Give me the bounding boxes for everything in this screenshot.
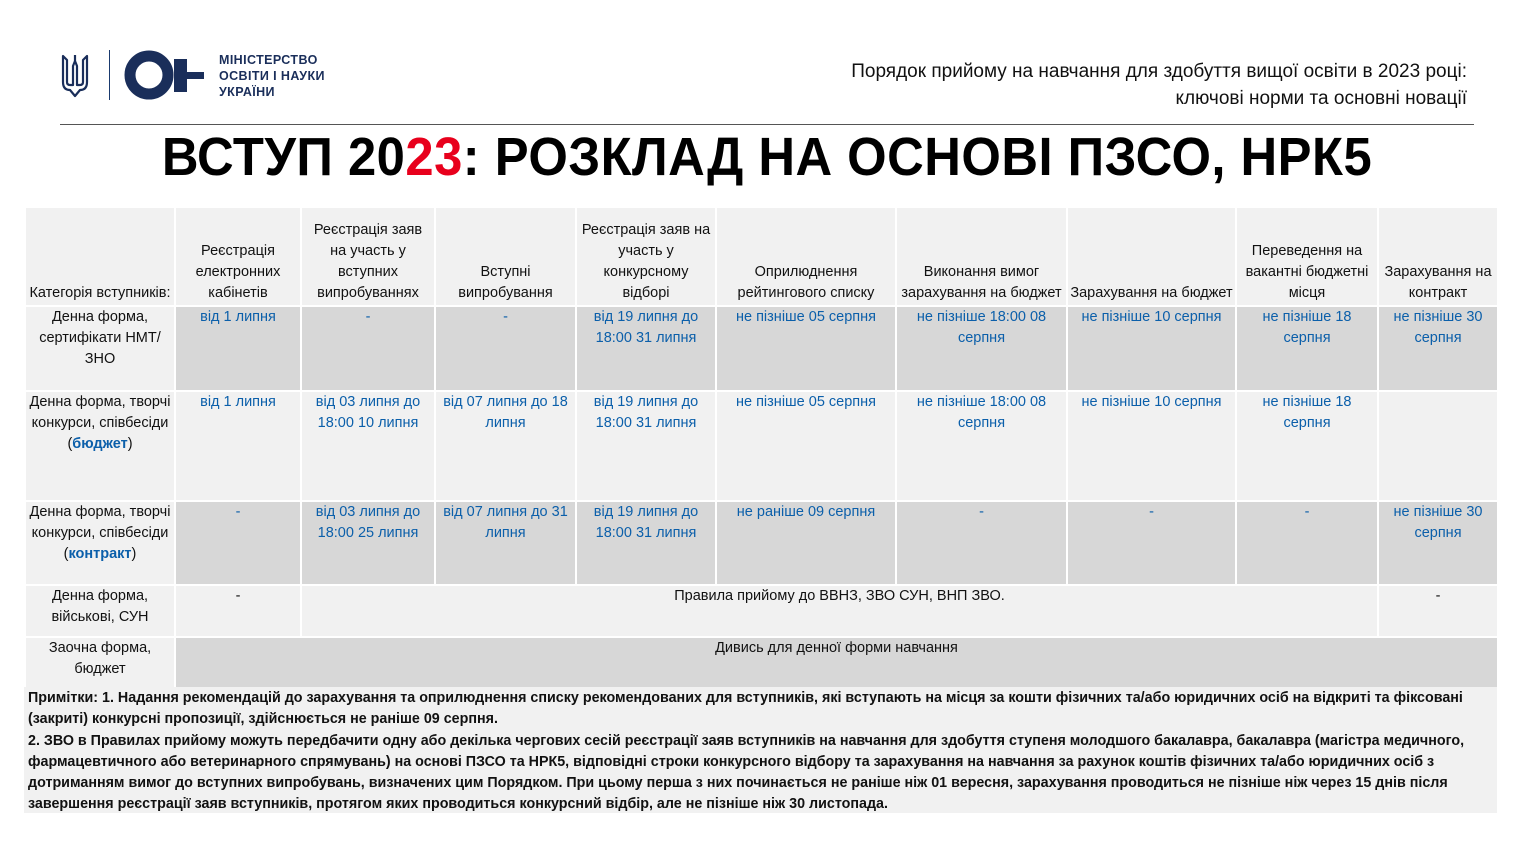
table-cell: [1378, 391, 1498, 501]
caption-line-2: ключові норми та основні новації: [1175, 88, 1467, 109]
table-cell: -: [896, 501, 1067, 585]
ministry-name: [219, 52, 325, 100]
table-cell: не пізніше 30 серпня: [1378, 306, 1498, 391]
row-category: [25, 501, 175, 585]
table-cell: від 19 липня до 18:00 31 липня: [576, 306, 716, 391]
merged-rules-cell: Правила прийому до ВВНЗ, ЗВО СУН, ВНП ЗВО.: [301, 585, 1378, 637]
category-contract-link: контракт: [68, 546, 132, 562]
header-vacant-transfer: Переведення на вакантні бюджетні місця: [1236, 207, 1378, 306]
category-budget-link: бюджет: [72, 436, 128, 452]
table-cell: не пізніше 18:00 08 серпня: [896, 306, 1067, 391]
table-cell: від 03 липня до 18:00 25 липня: [301, 501, 435, 585]
category-text: ): [131, 546, 137, 562]
table-row: [25, 585, 1498, 637]
table-cell: від 03 липня до 18:00 10 липня: [301, 391, 435, 501]
header-ranking-publication: Оприлюднення рейтингового списку: [716, 207, 896, 306]
category-text: Денна форма, творчі конкурси, співбесіди (: [29, 504, 171, 562]
row-category: Денна форма, сертифікати НМТ/ЗНО: [25, 306, 175, 391]
table-cell: не раніше 09 серпня: [716, 501, 896, 585]
ministry-name-line: УКРАЇНИ: [219, 85, 275, 99]
table-cell: -: [1236, 501, 1378, 585]
header-category: Категорія вступників:: [25, 207, 175, 306]
row-category: [25, 391, 175, 501]
header-contract-enrollment: Зарахування на контракт: [1378, 207, 1498, 306]
header-divider: [60, 124, 1474, 125]
table-row: [25, 306, 1498, 391]
table-row: [25, 501, 1498, 585]
table-cell: -: [1378, 585, 1498, 637]
admission-schedule-table: [24, 206, 1499, 690]
header-entrance-exams: Вступні випробування: [435, 207, 576, 306]
document-caption: [747, 58, 1467, 112]
logo-separator: [109, 50, 110, 100]
ministry-name-line: МІНІСТЕРСТВО: [219, 53, 318, 67]
table-cell: -: [175, 585, 301, 637]
table-cell: -: [301, 306, 435, 391]
table-cell: не пізніше 18 серпня: [1236, 391, 1378, 501]
merged-see-day-form-cell: Дивись для денної форми навчання: [175, 637, 1498, 689]
table-cell: не пізніше 05 серпня: [716, 306, 896, 391]
table-cell: від 19 липня до 18:00 31 липня: [576, 501, 716, 585]
trident-emblem-icon: [60, 52, 90, 98]
table-cell: від 1 липня: [175, 391, 301, 501]
table-cell: не пізніше 10 серпня: [1067, 306, 1236, 391]
table-row: [25, 391, 1498, 501]
table-cell: від 07 липня до 31 липня: [435, 501, 576, 585]
table-header-row: [25, 207, 1498, 306]
row-category: Денна форма, військові, СУН: [25, 585, 175, 637]
row-category: Заочна форма, бюджет: [25, 637, 175, 689]
notes-block: [24, 687, 1497, 813]
category-text: ): [127, 436, 133, 452]
title-part-1: ВСТУП 20: [161, 127, 406, 187]
page-title: [46, 126, 1488, 188]
header-exam-application: Реєстрація заяв на участь у вступних випробуваннях: [301, 207, 435, 306]
title-part-3: : РОЗКЛАД НА ОСНОВІ ПЗСО, НРК5: [462, 127, 1373, 187]
header-budget-enrollment: Зарахування на бюджет: [1067, 207, 1236, 306]
category-text: Денна форма, творчі конкурси, співбесіди (: [29, 394, 171, 452]
table-cell: не пізніше 18:00 08 серпня: [896, 391, 1067, 501]
table-cell: -: [175, 501, 301, 585]
table-cell: -: [435, 306, 576, 391]
table-cell: не пізніше 10 серпня: [1067, 391, 1236, 501]
header-competition-application: Реєстрація заяв на участь у конкурсному відборі: [576, 207, 716, 306]
header-budget-requirements: Виконання вимог зарахування на бюджет: [896, 207, 1067, 306]
table-cell: -: [1067, 501, 1236, 585]
table-cell: не пізніше 30 серпня: [1378, 501, 1498, 585]
table-cell: не пізніше 18 серпня: [1236, 306, 1378, 391]
title-year-accent: 23: [405, 127, 463, 187]
table-cell: від 19 липня до 18:00 31 липня: [576, 391, 716, 501]
header-cabinet-registration: Реєстрація електронних кабінетів: [175, 207, 301, 306]
ministry-name-line: ОСВІТИ І НАУКИ: [219, 69, 325, 83]
table-row: [25, 637, 1498, 689]
ministry-logo-icon: [124, 50, 208, 100]
caption-line-1: Порядок прийому на навчання для здобуття вищої освіти в 2023 році:: [851, 61, 1467, 82]
table-cell: від 07 липня до 18 липня: [435, 391, 576, 501]
table-cell: не пізніше 05 серпня: [716, 391, 896, 501]
table-cell: від 1 липня: [175, 306, 301, 391]
notes-text: Примітки: 1. Надання рекомендацій до зарахування та оприлюднення списку рекомендованих для вступників, які вступають на місця за кошти фізичних та/або юридичних осіб на відкриті та фіксовані (закриті) конкурсні пропозиції, здійснюється не раніше 09 серпня. 2. ЗВО в Правилах прийому можуть передбачити одну або декілька чергових сесій реєстрації заяв вступників на навчання для здобуття ступеня молодшого бакалавра, бакалавра (магістра медичного, фармацевтичного або ветеринарного спрямувань) на основі ПЗСО та НРК5, відповідні строки конкурсного відбору та зарахування на навчання за рахунок коштів фізичних та/або юридичних осіб з дотриманням вимог до вступних випробувань, визначених цим Порядком. При цьому перша з них починається не раніше ніж 01 вересня, зарахування проводиться не пізніше ніж через 15 днів після завершення реєстрації заяв вступників, протягом яких проводиться конкурсний відбір, але не пізніше ніж 30 листопада.: [28, 690, 1465, 813]
